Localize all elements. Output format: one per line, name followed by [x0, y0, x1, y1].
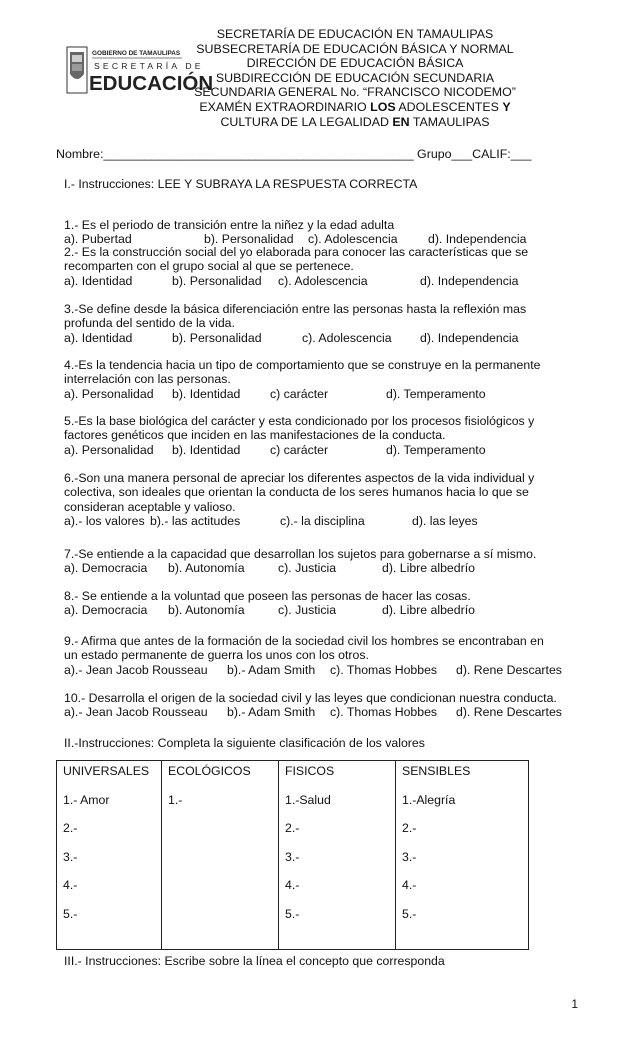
values-table: [56, 760, 529, 950]
values-column-universales[interactable]: [57, 761, 162, 950]
answer-option[interactable]: d). Libre albedrío: [382, 561, 475, 576]
answer-option[interactable]: a).- Jean Jacob Rousseau: [64, 705, 208, 720]
answer-option[interactable]: a).- los valores: [64, 514, 145, 529]
table-cell: 4.-: [402, 878, 417, 893]
question-item: [64, 471, 584, 529]
answer-option[interactable]: d). Independencia: [420, 330, 519, 345]
table-cell: 3.-: [63, 849, 78, 864]
answer-option[interactable]: b).- Adam Smith: [227, 662, 316, 677]
answer-option[interactable]: c). Justicia: [278, 603, 337, 618]
question-text: colectiva, son ideales que orientan la conducta de los seres humanos hacia lo que se: [64, 485, 529, 500]
exam-subtitle: CULTURA DE LA LEGALIDAD EN TAMAULIPAS: [220, 114, 490, 129]
document-header: [190, 27, 520, 129]
values-column-fisicos[interactable]: [279, 761, 396, 950]
answer-option[interactable]: d). las leyes: [412, 514, 478, 529]
question-text: profunda del sentido de la vida.: [64, 316, 235, 331]
answer-option[interactable]: a). Democracia: [64, 603, 148, 618]
answer-option[interactable]: a). Personalidad: [64, 386, 154, 401]
section3-instructions: III.- Instrucciones: Escribe sobre la línea el concepto que corresponda: [64, 954, 445, 968]
question-text: consideran aceptable y valioso.: [64, 499, 236, 514]
column-header: ECOLÓGICOS: [168, 764, 251, 778]
question-item: [64, 358, 584, 401]
answer-option[interactable]: c). Justicia: [278, 561, 337, 576]
answer-option[interactable]: b).- las actitudes: [150, 514, 241, 529]
table-cell: 1.-Salud: [285, 792, 331, 807]
question-text: 2.- Es la construcción social del yo elaborada para conocer las características que se: [64, 245, 529, 259]
logo-mid-text: SECRETARÍA DE: [94, 61, 204, 71]
values-column-sensibles[interactable]: [396, 761, 529, 950]
header-line: SUBDIRECCIÓN DE EDUCACIÓN SECUNDARIA: [215, 70, 495, 85]
answer-options: [64, 331, 584, 345]
column-header: UNIVERSALES: [63, 764, 150, 778]
tamaulipas-education-logo: [66, 44, 214, 98]
table-cell: 3.-: [402, 849, 417, 864]
answer-options: [64, 663, 584, 677]
student-info-line[interactable]: Nombre:_____________________________________________ Grupo___CALIF:___: [56, 147, 532, 161]
header-line: SECUNDARIA GENERAL No. “FRANCISCO NICODEMO”: [194, 85, 516, 100]
answer-options: [64, 443, 584, 457]
question-text: 8.- Se entiende a la voluntad que poseen las personas de hacer las cosas.: [64, 589, 471, 603]
answer-option[interactable]: d). Temperamento: [386, 442, 486, 457]
answer-option[interactable]: d). Independencia: [420, 273, 519, 288]
answer-option[interactable]: a). Personalidad: [64, 442, 154, 457]
column-header: SENSIBLES: [402, 764, 471, 778]
answer-option[interactable]: c) carácter: [270, 442, 329, 457]
table-cell: 1.-: [168, 792, 183, 807]
answer-option[interactable]: d). Rene Descartes: [456, 662, 562, 677]
answer-option[interactable]: c). Adolescencia: [278, 273, 368, 288]
question-item: [64, 634, 584, 677]
answer-options: [64, 387, 584, 401]
answer-options: [64, 561, 584, 575]
question-text: 3.-Se define desde la básica diferenciación entre las personas hasta la reflexión mas: [64, 302, 527, 316]
answer-option[interactable]: c). Adolescencia: [302, 330, 392, 345]
question-item: [64, 302, 584, 345]
question-text: 1.- Es el periodo de transición entre la niñez y la edad adulta: [64, 218, 395, 232]
question-item: [64, 218, 584, 247]
table-cell: 2.-: [285, 821, 300, 836]
answer-option[interactable]: d). Rene Descartes: [456, 705, 562, 720]
question-text: interrelación con las personas.: [64, 372, 231, 387]
question-text: factores genéticos que inciden en las manifestaciones de la conducta.: [64, 428, 446, 443]
logo-top-text: GOBIERNO DE TAMAULIPAS: [92, 50, 181, 57]
question-text: 10.- Desarrolla el origen de la sociedad civil y las leyes que condicionan nuestra conducta.: [64, 691, 557, 705]
answer-option[interactable]: d). Temperamento: [386, 386, 486, 401]
question-text: 9.- Afirma que antes de la formación de la sociedad civil los hombres se encontraban en: [64, 634, 544, 648]
header-line: SUBSECRETARÍA DE EDUCACIÓN BÁSICA Y NORMAL: [196, 41, 514, 56]
answer-option[interactable]: c). Adolescencia: [308, 232, 398, 247]
question-text: 4.-Es la tendencia hacia un tipo de comportamiento que se construye en la permanente: [64, 358, 541, 372]
answer-option[interactable]: b). Identidad: [172, 386, 241, 401]
section2-instructions: II.-Instrucciones: Completa la siguiente clasificación de los valores: [64, 736, 425, 750]
answer-option[interactable]: b). Personalidad: [204, 232, 294, 247]
answer-options: [64, 514, 584, 528]
question-text: recomparten con el grupo social al que se pertenece.: [64, 259, 354, 274]
values-column-ecologicos[interactable]: [162, 761, 279, 950]
answer-option[interactable]: c). Thomas Hobbes: [330, 705, 438, 720]
header-line: SECRETARÍA DE EDUCACIÓN EN TAMAULIPAS: [216, 27, 494, 41]
page-number: 1: [571, 997, 578, 1011]
table-cell: 3.-: [285, 849, 300, 864]
question-item: [64, 547, 584, 576]
answer-option[interactable]: d). Independencia: [428, 232, 527, 247]
answer-option[interactable]: b).- Adam Smith: [227, 705, 316, 720]
question-item: [64, 691, 584, 720]
column-header: FISICOS: [285, 764, 335, 778]
table-cell: 5.-: [402, 906, 417, 921]
answer-option[interactable]: a).- Jean Jacob Rousseau: [64, 662, 208, 677]
exam-title: EXAMÉN EXTRAORDINARIO LOS ADOLESCENTES Y: [199, 99, 511, 114]
answer-option[interactable]: c) carácter: [270, 386, 329, 401]
answer-option[interactable]: b). Personalidad: [172, 273, 262, 288]
question-text: 5.-Es la base biológica del carácter y esta condicionado por los procesos fisiológicos y: [64, 414, 535, 428]
answer-option[interactable]: b). Identidad: [172, 442, 241, 457]
header-line: DIRECCIÓN DE EDUCACIÓN BÁSICA: [246, 56, 464, 71]
table-cell: 4.-: [285, 878, 300, 893]
answer-options: [64, 705, 584, 719]
answer-option[interactable]: a). Identidad: [64, 330, 133, 345]
table-cell: 5.-: [285, 906, 300, 921]
table-cell: 2.-: [63, 821, 78, 836]
answer-option[interactable]: c).- la disciplina: [280, 514, 365, 529]
answer-option[interactable]: b). Autonomía: [168, 603, 245, 618]
answer-options: [64, 274, 584, 288]
question-text: 7.-Se entiende a la capacidad que desarrollan los sujetos para gobernarse a sí mismo.: [64, 547, 537, 561]
logo-big-text: EDUCACIÓN: [89, 72, 214, 95]
answer-option[interactable]: a). Pubertad: [64, 232, 132, 247]
question-item: [64, 245, 584, 288]
table-cell: 4.-: [63, 878, 78, 893]
question-item: [64, 589, 584, 618]
question-text: 6.-Son una manera personal de apreciar los diferentes aspectos de la vida individual y: [64, 471, 535, 485]
section1-instructions: I.- Instrucciones: LEE Y SUBRAYA LA RESPUESTA CORRECTA: [64, 177, 418, 191]
answer-option[interactable]: b). Personalidad: [172, 330, 262, 345]
table-cell: 1.-Alegría: [402, 792, 456, 807]
answer-option[interactable]: d). Libre albedrío: [382, 603, 475, 618]
question-item: [64, 414, 584, 457]
answer-option[interactable]: c). Thomas Hobbes: [330, 662, 438, 677]
table-cell: 5.-: [63, 906, 78, 921]
answer-option[interactable]: a). Democracia: [64, 561, 148, 576]
answer-options: [64, 603, 584, 617]
question-text: un estado permanente de guerra los unos con los otros.: [64, 648, 369, 663]
answer-option[interactable]: b). Autonomía: [168, 561, 245, 576]
answer-option[interactable]: a). Identidad: [64, 273, 133, 288]
table-cell: 2.-: [402, 821, 417, 836]
table-cell: 1.- Amor: [63, 792, 110, 807]
